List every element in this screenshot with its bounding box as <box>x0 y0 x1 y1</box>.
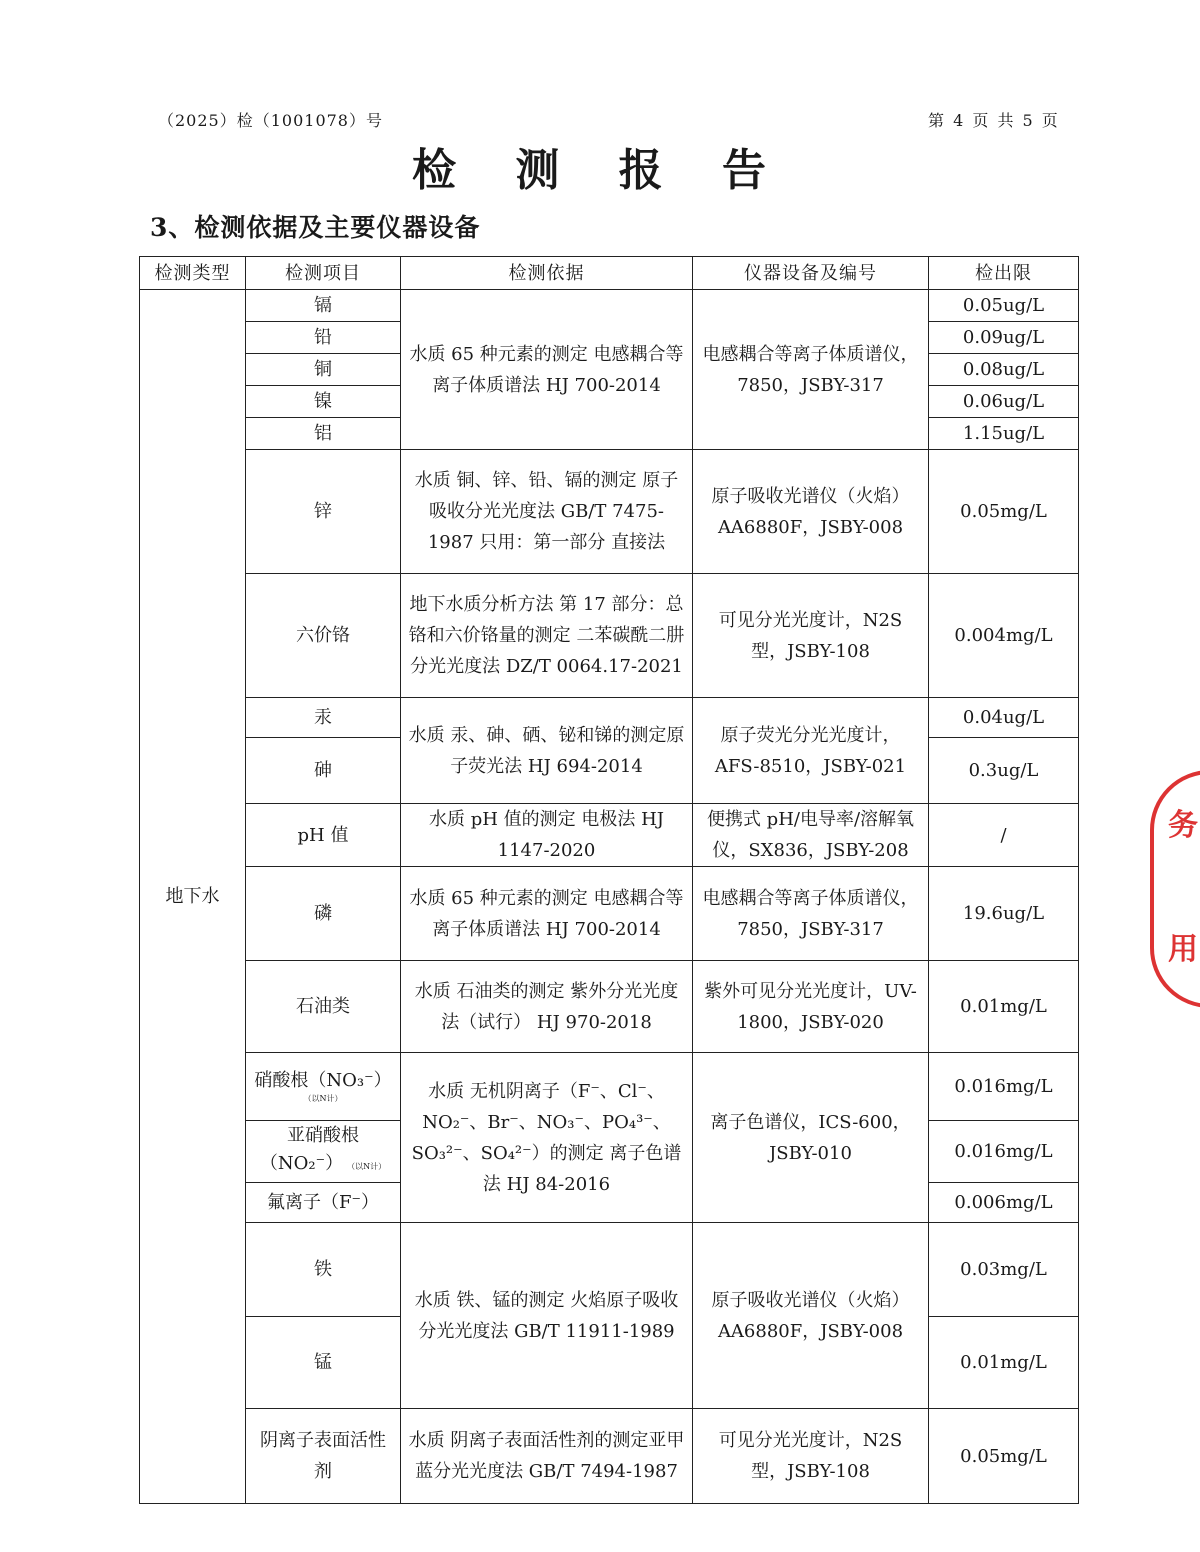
item-cell <box>246 1121 401 1183</box>
item-cell: 六价铬 <box>246 574 401 698</box>
basis-cell: 水质 65 种元素的测定 电感耦合等离子体质谱法 HJ 700-2014 <box>401 867 693 961</box>
header-instrument: 仪器设备及编号 <box>693 257 929 290</box>
testing-basis-table <box>139 256 1079 1504</box>
item-cell: 氟离子（F⁻） <box>246 1183 401 1223</box>
table-row <box>140 698 1079 738</box>
table-row <box>140 804 1079 867</box>
instrument-cell: 可见分光光度计，N2S 型，JSBY-108 <box>693 1409 929 1504</box>
item-cell: 磷 <box>246 867 401 961</box>
basis-cell: 水质 阴离子表面活性剂的测定亚甲蓝分光光度法 GB/T 7494-1987 <box>401 1409 693 1504</box>
item-cell: 锌 <box>246 450 401 574</box>
instrument-cell: 可见分光光度计，N2S 型，JSBY-108 <box>693 574 929 698</box>
item-note: （以N计） <box>351 1162 387 1171</box>
basis-cell: 水质 铁、锰的测定 火焰原子吸收分光光度法 GB/T 11911-1989 <box>401 1223 693 1409</box>
instrument-cell: 便携式 pH/电导率/溶解氧仪，SX836，JSBY-208 <box>693 804 929 867</box>
item-cell: 铜 <box>246 354 401 386</box>
instrument-cell: 原子荧光分光光度计，AFS-8510，JSBY-021 <box>693 698 929 804</box>
limit-cell: / <box>929 804 1079 867</box>
limit-cell: 0.01mg/L <box>929 1317 1079 1409</box>
limit-cell: 0.01mg/L <box>929 961 1079 1053</box>
limit-cell: 0.04ug/L <box>929 698 1079 738</box>
table-row <box>140 1053 1079 1121</box>
header-test-type: 检测类型 <box>140 257 246 290</box>
table-row <box>140 961 1079 1053</box>
item-cell: 镉 <box>246 290 401 322</box>
instrument-cell: 电感耦合等离子体质谱仪，7850，JSBY-317 <box>693 290 929 450</box>
limit-cell: 0.006mg/L <box>929 1183 1079 1223</box>
table-row <box>140 574 1079 698</box>
table-row <box>140 867 1079 961</box>
limit-cell: 0.05mg/L <box>929 450 1079 574</box>
header-test-item: 检测项目 <box>246 257 401 290</box>
item-cell <box>246 1053 401 1121</box>
limit-cell: 0.05mg/L <box>929 1409 1079 1504</box>
basis-cell: 地下水质分析方法 第 17 部分：总铬和六价铬量的测定 二苯碳酰二肼分光光度法 DZ/T 0064.17-2021 <box>401 574 693 698</box>
limit-cell: 0.09ug/L <box>929 322 1079 354</box>
report-number: （2025）检（1001078）号 <box>158 111 383 130</box>
item-cell: 阴离子表面活性剂 <box>246 1409 401 1504</box>
section-title: 3、检测依据及主要仪器设备 <box>150 213 481 242</box>
limit-cell: 0.3ug/L <box>929 738 1079 804</box>
limit-cell: 1.15ug/L <box>929 418 1079 450</box>
stamp-char: 务 <box>1168 808 1198 843</box>
item-name: 硝酸根（NO₃⁻） <box>254 1069 392 1091</box>
limit-cell: 0.004mg/L <box>929 574 1079 698</box>
table-row <box>140 1409 1079 1504</box>
basis-cell: 水质 pH 值的测定 电极法 HJ 1147-2020 <box>401 804 693 867</box>
basis-cell: 水质 65 种元素的测定 电感耦合等离子体质谱法 HJ 700-2014 <box>401 290 693 450</box>
limit-cell: 0.016mg/L <box>929 1053 1079 1121</box>
table-row <box>140 1223 1079 1317</box>
limit-cell: 0.06ug/L <box>929 386 1079 418</box>
item-cell: 砷 <box>246 738 401 804</box>
header-detection-limit: 检出限 <box>929 257 1079 290</box>
item-cell: 铝 <box>246 418 401 450</box>
table-header-row <box>140 257 1079 290</box>
item-note: （以N计） <box>303 1093 343 1103</box>
basis-cell: 水质 无机阴离子（F⁻、Cl⁻、NO₂⁻、Br⁻、NO₃⁻、PO₄³⁻、SO₃²⁻、SO₄²⁻）的测定 离子色谱法 HJ 84-2016 <box>401 1053 693 1223</box>
item-cell: 铅 <box>246 322 401 354</box>
item-cell: 石油类 <box>246 961 401 1053</box>
limit-cell: 0.08ug/L <box>929 354 1079 386</box>
item-cell: 镍 <box>246 386 401 418</box>
instrument-cell: 紫外可见分光光度计，UV-1800，JSBY-020 <box>693 961 929 1053</box>
instrument-cell: 原子吸收光谱仪（火焰）AA6880F，JSBY-008 <box>693 450 929 574</box>
table-row <box>140 450 1079 574</box>
test-type-cell: 地下水 <box>140 290 246 1504</box>
document-title: 检 测 报 告 <box>412 145 788 196</box>
limit-cell: 19.6ug/L <box>929 867 1079 961</box>
basis-cell: 水质 铜、锌、铅、镉的测定 原子吸收分光光度法 GB/T 7475-1987 只用：第一部分 直接法 <box>401 450 693 574</box>
limit-cell: 0.05ug/L <box>929 290 1079 322</box>
instrument-cell: 原子吸收光谱仪（火焰）AA6880F，JSBY-008 <box>693 1223 929 1409</box>
basis-cell: 水质 汞、砷、硒、铋和锑的测定原子荧光法 HJ 694-2014 <box>401 698 693 804</box>
header-test-basis: 检测依据 <box>401 257 693 290</box>
item-cell: 铁 <box>246 1223 401 1317</box>
official-seal-stamp <box>1150 770 1200 1008</box>
stamp-char: 用 <box>1168 932 1198 967</box>
instrument-cell: 离子色谱仪，ICS-600，JSBY-010 <box>693 1053 929 1223</box>
limit-cell: 0.016mg/L <box>929 1121 1079 1183</box>
instrument-cell: 电感耦合等离子体质谱仪，7850，JSBY-317 <box>693 867 929 961</box>
item-cell: pH 值 <box>246 804 401 867</box>
item-name: 亚硝酸根（NO₂⁻） <box>259 1125 359 1174</box>
basis-cell: 水质 石油类的测定 紫外分光光度法（试行） HJ 970-2018 <box>401 961 693 1053</box>
page-indicator: 第 4 页 共 5 页 <box>928 111 1060 130</box>
table-row <box>140 290 1079 322</box>
item-cell: 锰 <box>246 1317 401 1409</box>
item-cell: 汞 <box>246 698 401 738</box>
limit-cell: 0.03mg/L <box>929 1223 1079 1317</box>
